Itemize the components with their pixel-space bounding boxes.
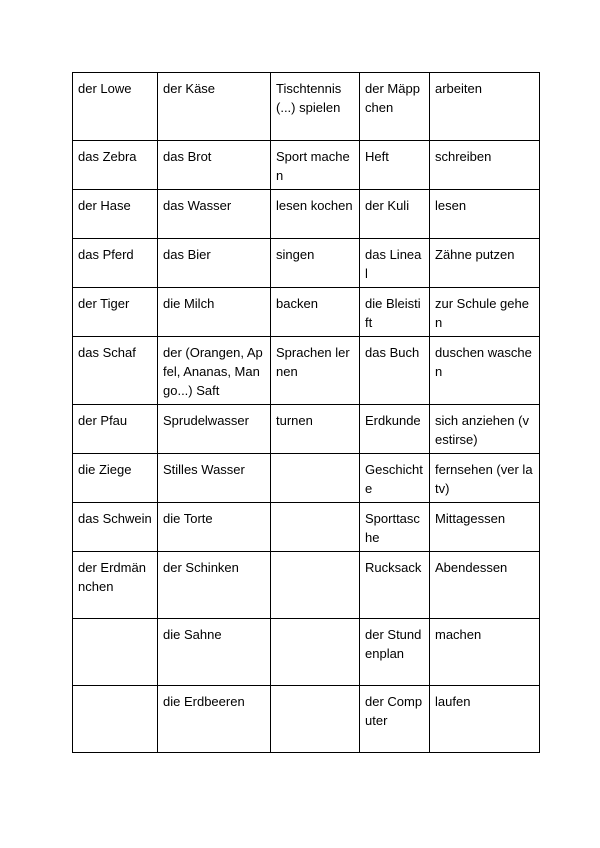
table-cell: der Mäppchen — [360, 73, 430, 141]
table-row — [73, 405, 540, 454]
vocabulary-table — [72, 72, 540, 753]
table-cell: der (Orangen, Apfel, Ananas, Mango...) Saft — [158, 337, 271, 405]
table-cell: zur Schule gehen — [430, 288, 540, 337]
table-cell: der Computer — [360, 686, 430, 753]
table-row — [73, 73, 540, 141]
table-row — [73, 337, 540, 405]
table-cell: der Kuli — [360, 190, 430, 239]
table-cell: das Buch — [360, 337, 430, 405]
table-cell — [73, 619, 158, 686]
table-cell: das Lineal — [360, 239, 430, 288]
table-row — [73, 619, 540, 686]
table-cell: backen — [271, 288, 360, 337]
table-cell: die Erdbeeren — [158, 686, 271, 753]
table-cell — [271, 686, 360, 753]
table-cell — [73, 686, 158, 753]
table-cell: Rucksack — [360, 552, 430, 619]
table-cell: Mittagessen — [430, 503, 540, 552]
table-cell: Heft — [360, 141, 430, 190]
table-row — [73, 141, 540, 190]
table-cell: schreiben — [430, 141, 540, 190]
table-cell: das Schaf — [73, 337, 158, 405]
table-row — [73, 190, 540, 239]
table-cell — [271, 619, 360, 686]
table-row — [73, 239, 540, 288]
table-cell: das Wasser — [158, 190, 271, 239]
table-cell: der Tiger — [73, 288, 158, 337]
table-cell: lesen — [430, 190, 540, 239]
table-cell: das Brot — [158, 141, 271, 190]
table-cell: das Zebra — [73, 141, 158, 190]
table-cell: machen — [430, 619, 540, 686]
table-cell: Sprachen lernen — [271, 337, 360, 405]
table-row — [73, 686, 540, 753]
table-cell: die Ziege — [73, 454, 158, 503]
table-cell — [271, 552, 360, 619]
table-cell: Tischtennis (...) spielen — [271, 73, 360, 141]
table-cell: das Pferd — [73, 239, 158, 288]
table-cell: Sport machen — [271, 141, 360, 190]
table-cell: Geschichte — [360, 454, 430, 503]
table-cell: der Stundenplan — [360, 619, 430, 686]
table-cell: lesen kochen — [271, 190, 360, 239]
table-cell: duschen waschen — [430, 337, 540, 405]
table-cell: die Sahne — [158, 619, 271, 686]
table-row — [73, 552, 540, 619]
table-cell — [271, 454, 360, 503]
table-cell: Sporttasche — [360, 503, 430, 552]
table-cell: sich anziehen (vestirse) — [430, 405, 540, 454]
table-cell: Erdkunde — [360, 405, 430, 454]
table-cell: Sprudelwasser — [158, 405, 271, 454]
table-cell: Abendessen — [430, 552, 540, 619]
table-cell: der Erdmännchen — [73, 552, 158, 619]
table-cell: arbeiten — [430, 73, 540, 141]
table-cell: der Pfau — [73, 405, 158, 454]
table-row — [73, 503, 540, 552]
table-cell: der Schinken — [158, 552, 271, 619]
table-cell: die Milch — [158, 288, 271, 337]
table-cell: Zähne putzen — [430, 239, 540, 288]
table-cell: das Bier — [158, 239, 271, 288]
table-cell: das Schwein — [73, 503, 158, 552]
table-row — [73, 288, 540, 337]
table-cell — [271, 503, 360, 552]
table-cell: die Torte — [158, 503, 271, 552]
table-cell: der Lowe — [73, 73, 158, 141]
table-cell: turnen — [271, 405, 360, 454]
table-cell: laufen — [430, 686, 540, 753]
table-cell: die Bleistift — [360, 288, 430, 337]
table-cell: singen — [271, 239, 360, 288]
table-cell: Stilles Wasser — [158, 454, 271, 503]
table-row — [73, 454, 540, 503]
table-cell: der Käse — [158, 73, 271, 141]
table-cell: fernsehen (ver la tv) — [430, 454, 540, 503]
table-cell: der Hase — [73, 190, 158, 239]
